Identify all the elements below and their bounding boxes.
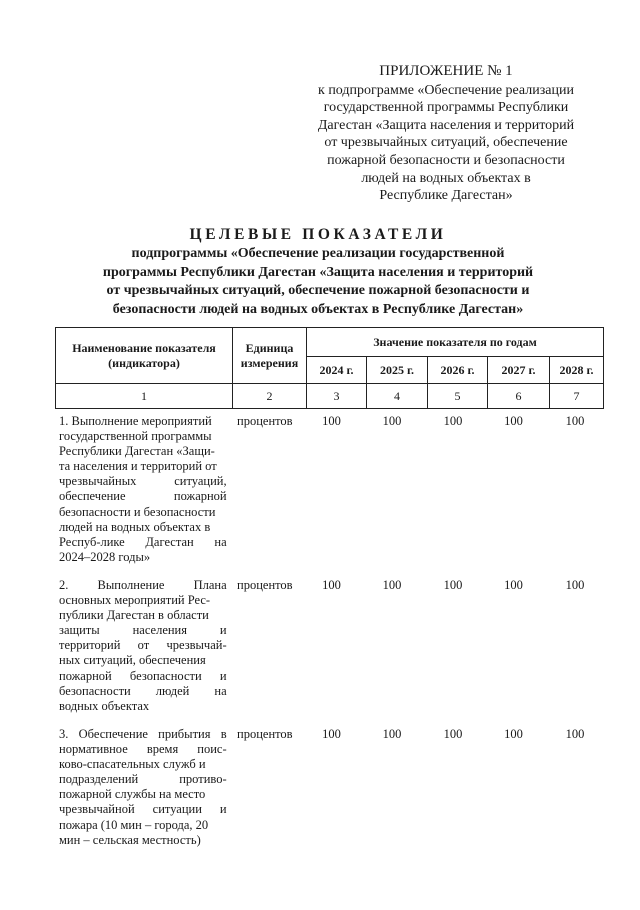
title-subtitle-line: от чрезвычайных ситуаций, обеспечение пожарной безопасности и — [106, 283, 530, 299]
column-number: 5 — [428, 384, 488, 409]
column-header-year: 2025 г. — [367, 357, 428, 384]
indicator-value: 100 — [322, 414, 341, 428]
indicator-value: 100 — [443, 414, 463, 428]
indicator-name-line: пожарной службы на место — [59, 787, 206, 802]
column-number: 6 — [488, 384, 550, 409]
indicator-name-line: 2024–2028 годы» — [59, 549, 151, 564]
title-subtitle-line: подпрограммы «Обеспечение реализации государственной — [131, 246, 505, 261]
indicator-value: 100 — [565, 578, 585, 592]
indicator-name-line: 2. Выполнение Плана — [59, 578, 227, 592]
indicator-name-line: ных ситуаций, обеспечения — [59, 653, 206, 668]
indicator-name-line: государственной программы — [59, 429, 212, 444]
indicator-name-line: чрезвычайной ситуации и — [59, 802, 227, 817]
indicators-table-body — [55, 414, 605, 852]
indicator-unit: процентов — [237, 414, 293, 428]
title-subtitle-line: программы Республики Дагестан «Защита населения и территорий — [102, 264, 534, 280]
table-row — [55, 414, 605, 578]
column-header-year: 2028 г. — [550, 357, 604, 384]
indicator-value: 100 — [382, 727, 402, 741]
table-row — [55, 578, 605, 727]
indicator-name-line: чрезвычайных ситуаций, — [59, 474, 227, 489]
indicator-values — [303, 414, 605, 578]
indicator-name-line: водных объектах — [59, 698, 150, 713]
indicator-unit: процентов — [237, 727, 293, 741]
column-header-year: 2024 г. — [307, 357, 367, 384]
indicator-name-line: ково-спасательных служб и — [59, 757, 206, 772]
indicator-value: 100 — [322, 727, 341, 741]
column-header-values-group: Значение показателя по годам — [307, 328, 604, 357]
document-title — [40, 225, 596, 318]
column-number: 3 — [307, 384, 367, 409]
title-subtitle-line: безопасности людей на водных объектах в Республике Дагестан» — [112, 301, 524, 317]
indicator-value: 100 — [382, 414, 402, 428]
indicator-values — [303, 578, 605, 727]
indicator-name-line: обеспечение пожарной — [59, 489, 227, 504]
indicator-value: 100 — [382, 578, 402, 592]
appendix-line: к подпрограмме «Обеспечение реализации — [318, 82, 574, 98]
column-number: 2 — [233, 384, 307, 409]
appendix-line: государственной программы Республики — [323, 100, 569, 116]
indicator-name-line: пожарной безопасности и — [59, 668, 227, 683]
indicator-name-line: безопасности и безопасности — [59, 504, 216, 519]
title-main: ЦЕЛЕВЫЕ ПОКАЗАТЕЛИ — [189, 226, 447, 243]
appendix-block — [300, 63, 592, 205]
indicator-name — [55, 727, 227, 852]
table-row — [55, 727, 605, 852]
column-number: 7 — [550, 384, 604, 409]
indicator-name-line: территорий от чрезвычай- — [59, 638, 227, 653]
indicator-value: 100 — [443, 578, 463, 592]
appendix-heading: ПРИЛОЖЕНИЕ № 1 — [379, 63, 513, 79]
indicator-name-line: основных мероприятий Рес- — [59, 593, 211, 608]
indicator-name-line: та населения и территорий от — [59, 459, 217, 474]
appendix-line: людей на водных объектах в — [361, 170, 531, 186]
indicator-name-line: нормативное время поис- — [59, 742, 227, 757]
indicator-value: 100 — [322, 578, 341, 592]
indicator-name-line: мин – сельская местность) — [59, 832, 201, 847]
indicator-name-line: 1. Выполнение мероприятий — [59, 414, 212, 428]
indicator-unit: процентов — [237, 578, 293, 592]
appendix-line: пожарной безопасности и безопасности — [327, 152, 565, 168]
indicator-name — [55, 578, 227, 727]
indicator-name-line: Респуб-лике Дагестан на — [59, 534, 227, 549]
indicators-table-header — [55, 327, 604, 409]
indicator-name-line: безопасности людей на — [59, 683, 227, 698]
indicator-value: 100 — [565, 414, 585, 428]
indicator-name-line: людей на водных объектах в — [59, 519, 211, 534]
indicator-name-line: защиты населения и — [59, 623, 227, 638]
indicator-name-line: публики Дагестан в области — [59, 608, 209, 623]
indicator-values — [303, 727, 605, 852]
column-header-year: 2026 г. — [428, 357, 488, 384]
column-header-year: 2027 г. — [488, 357, 550, 384]
indicator-value: 100 — [565, 727, 585, 741]
indicator-value: 100 — [504, 727, 523, 741]
column-number: 4 — [367, 384, 428, 409]
indicator-name-line: 3. Обеспечение прибытия в — [59, 727, 227, 741]
indicator-value: 100 — [504, 414, 523, 428]
appendix-line: от чрезвычайных ситуаций, обеспечение — [324, 135, 568, 151]
column-header-name: Наименование показателя (индикатора) — [56, 328, 233, 384]
column-header-unit: Единица измерения — [233, 328, 307, 384]
column-number: 1 — [56, 384, 233, 409]
indicator-name-line: подразделений противо- — [59, 772, 227, 787]
indicator-name-line: Республики Дагестан «Защи- — [59, 444, 215, 459]
appendix-line: Дагестан «Защита населения и территорий — [317, 117, 575, 133]
indicator-value: 100 — [504, 578, 523, 592]
indicator-name-line: пожара (10 мин – города, 20 — [59, 817, 209, 832]
indicator-name — [55, 414, 227, 578]
appendix-line: Республике Дагестан» — [379, 188, 513, 204]
indicator-value: 100 — [443, 727, 463, 741]
